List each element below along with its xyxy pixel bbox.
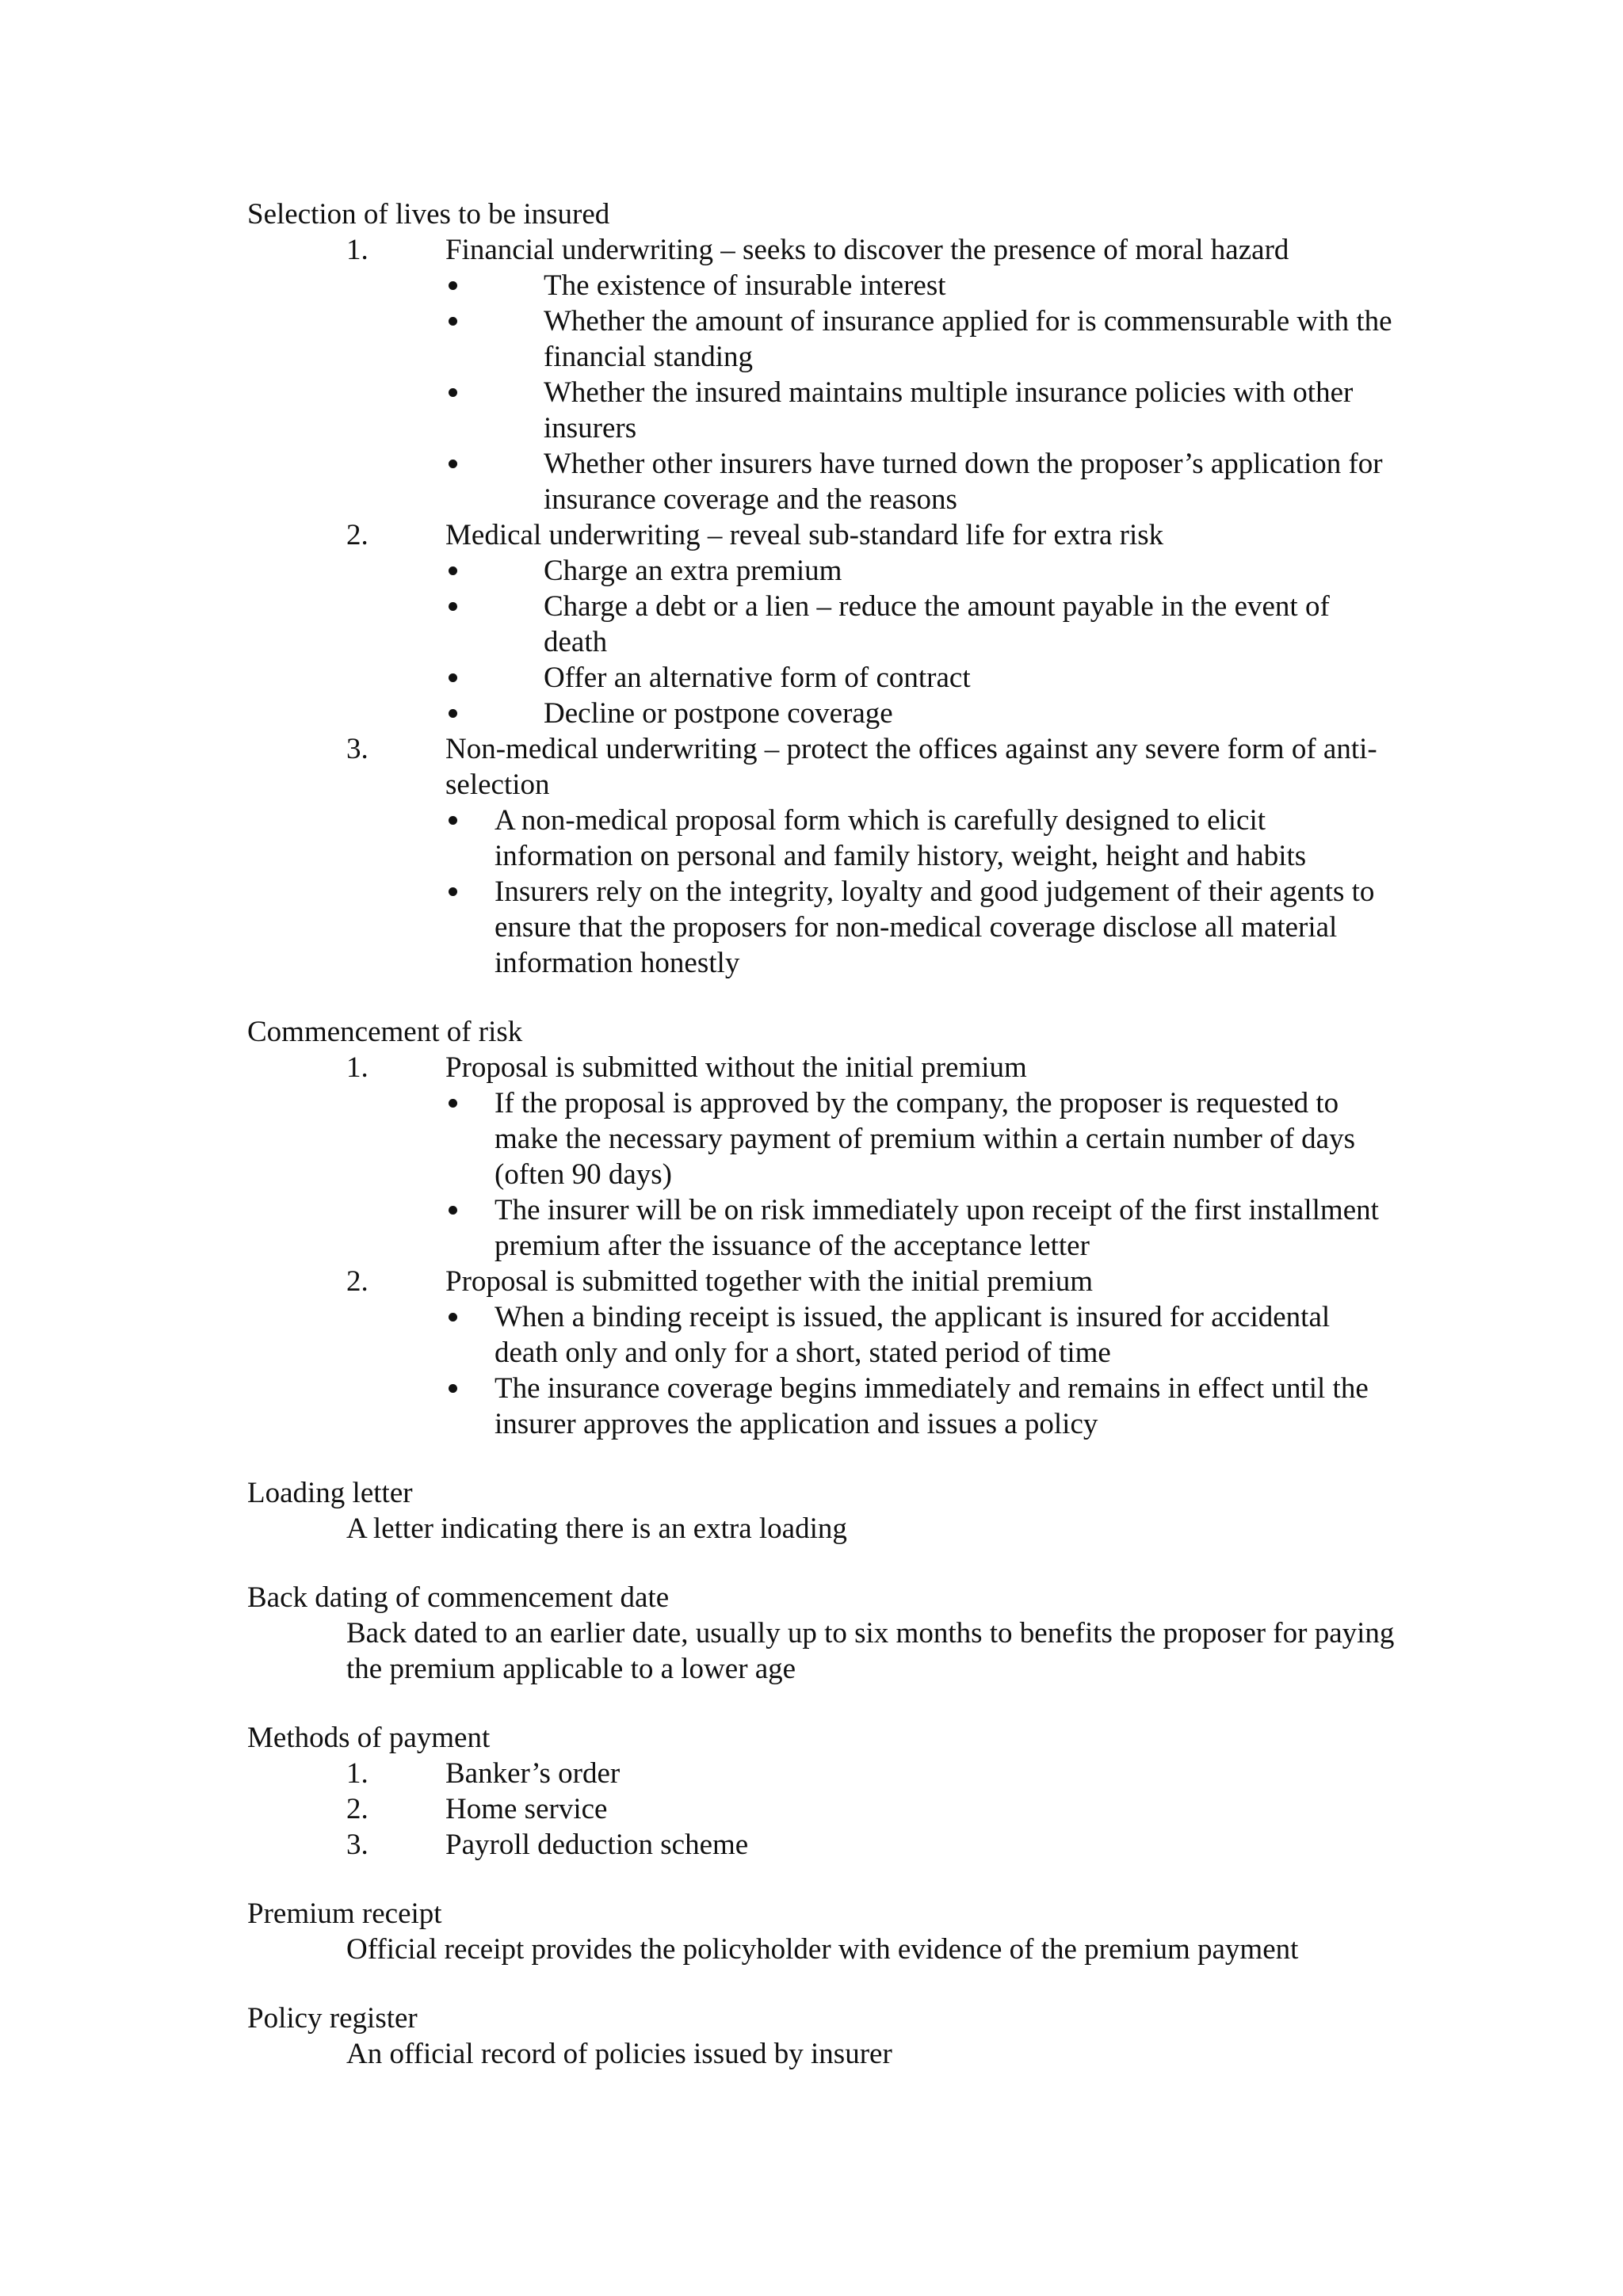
list-item: If the proposal is approved by the company, the proposer is requested to make the necessary payment of premium within a certain number of days (often 90 days) [445, 1085, 1396, 1192]
item-number: 2. [346, 1265, 369, 1298]
list-item: The existence of insurable interest [445, 268, 1396, 303]
numbered-item [247, 1791, 1396, 1827]
item-number: 1. [346, 234, 369, 266]
item-number: 2. [346, 1793, 369, 1825]
item-number: 1. [346, 1051, 369, 1084]
list-item: When a binding receipt is issued, the applicant is insured for accidental death only and only for a short, stated period of time [445, 1299, 1396, 1371]
numbered-item [247, 517, 1396, 731]
list-item: Whether the insured maintains multiple insurance policies with other insurers [445, 375, 1396, 446]
list-item: Whether the amount of insurance applied for is commensurable with the financial standing [445, 303, 1396, 375]
section-text: Back dated to an earlier date, usually up to six months to benefits the proposer for paying the premium applicable to a lower age [346, 1617, 1395, 1685]
section-premium-receipt [247, 1896, 1396, 1967]
bullet-icon [449, 816, 457, 825]
section-heading: Loading letter [247, 1477, 413, 1509]
section-heading: Premium receipt [247, 1897, 442, 1930]
bullet-icon [449, 602, 457, 611]
section-heading: Policy register [247, 2002, 418, 2035]
bullet-icon [449, 1384, 457, 1393]
bullet-icon [449, 566, 457, 575]
item-title: Non-medical underwriting – protect the offices against any severe form of anti-selection [445, 733, 1377, 801]
bullet-icon [449, 709, 457, 718]
bullet-list [445, 268, 1396, 517]
bullet-list [445, 1085, 1396, 1264]
bullet-icon [449, 1206, 457, 1215]
bullet-list [445, 1299, 1396, 1442]
document-body [247, 196, 1396, 2072]
bullet-icon [449, 281, 457, 290]
numbered-item [247, 1050, 1396, 1264]
section-selection-of-lives [247, 196, 1396, 981]
section-text: Official receipt provides the policyholder with evidence of the premium payment [346, 1933, 1299, 1966]
bullet-list [445, 803, 1396, 981]
item-number: 3. [346, 733, 369, 765]
list-item: Whether other insurers have turned down the proposer’s application for insurance coverage and the reasons [445, 446, 1396, 517]
bullet-list [445, 553, 1396, 731]
item-title: Proposal is submitted together with the initial premium [445, 1265, 1093, 1298]
list-item: The insurance coverage begins immediately and remains in effect until the insurer approves the application and issues a policy [445, 1371, 1396, 1442]
section-heading: Commencement of risk [247, 1016, 523, 1048]
section-text: An official record of policies issued by insurer [346, 2038, 892, 2070]
bullet-icon [449, 317, 457, 326]
numbered-item [247, 1827, 1396, 1863]
section-heading: Selection of lives to be insured [247, 198, 610, 231]
numbered-item [247, 1756, 1396, 1791]
bullet-icon [449, 1099, 457, 1108]
section-commencement-of-risk [247, 1014, 1396, 1442]
bullet-icon [449, 1313, 457, 1322]
list-item: Charge an extra premium [445, 553, 1396, 589]
section-loading-letter [247, 1475, 1396, 1547]
list-item: Offer an alternative form of contract [445, 660, 1396, 696]
section-heading: Methods of payment [247, 1722, 491, 1754]
item-title: Medical underwriting – reveal sub-standard life for extra risk [445, 519, 1164, 551]
section-text: A letter indicating there is an extra loading [346, 1512, 847, 1545]
item-title: Payroll deduction scheme [445, 1829, 749, 1861]
numbered-item [247, 731, 1396, 981]
section-methods-of-payment [247, 1720, 1396, 1863]
bullet-icon [449, 460, 457, 468]
item-title: Banker’s order [445, 1757, 621, 1790]
list-item: The insurer will be on risk immediately upon receipt of the first installment premium after the issuance of the acceptance letter [445, 1192, 1396, 1264]
list-item: Decline or postpone coverage [445, 696, 1396, 731]
bullet-icon [449, 887, 457, 896]
bullet-icon [449, 673, 457, 682]
list-item: Charge a debt or a lien – reduce the amount payable in the event of death [445, 589, 1396, 660]
section-heading: Back dating of commencement date [247, 1581, 670, 1614]
numbered-item [247, 232, 1396, 517]
item-number: 3. [346, 1829, 369, 1861]
bullet-icon [449, 388, 457, 397]
item-number: 1. [346, 1757, 369, 1790]
item-title: Proposal is submitted without the initial premium [445, 1051, 1027, 1084]
item-title: Financial underwriting – seeks to discover the presence of moral hazard [445, 234, 1289, 266]
numbered-item [247, 1264, 1396, 1442]
section-back-dating [247, 1580, 1396, 1687]
list-item: A non-medical proposal form which is carefully designed to elicit information on personal and family history, weight, height and habits [445, 803, 1396, 874]
item-title: Home service [445, 1793, 608, 1825]
list-item: Insurers rely on the integrity, loyalty and good judgement of their agents to ensure that the proposers for non-medical coverage disclose all material information honestly [445, 874, 1396, 981]
item-number: 2. [346, 519, 369, 551]
section-policy-register [247, 2000, 1396, 2072]
